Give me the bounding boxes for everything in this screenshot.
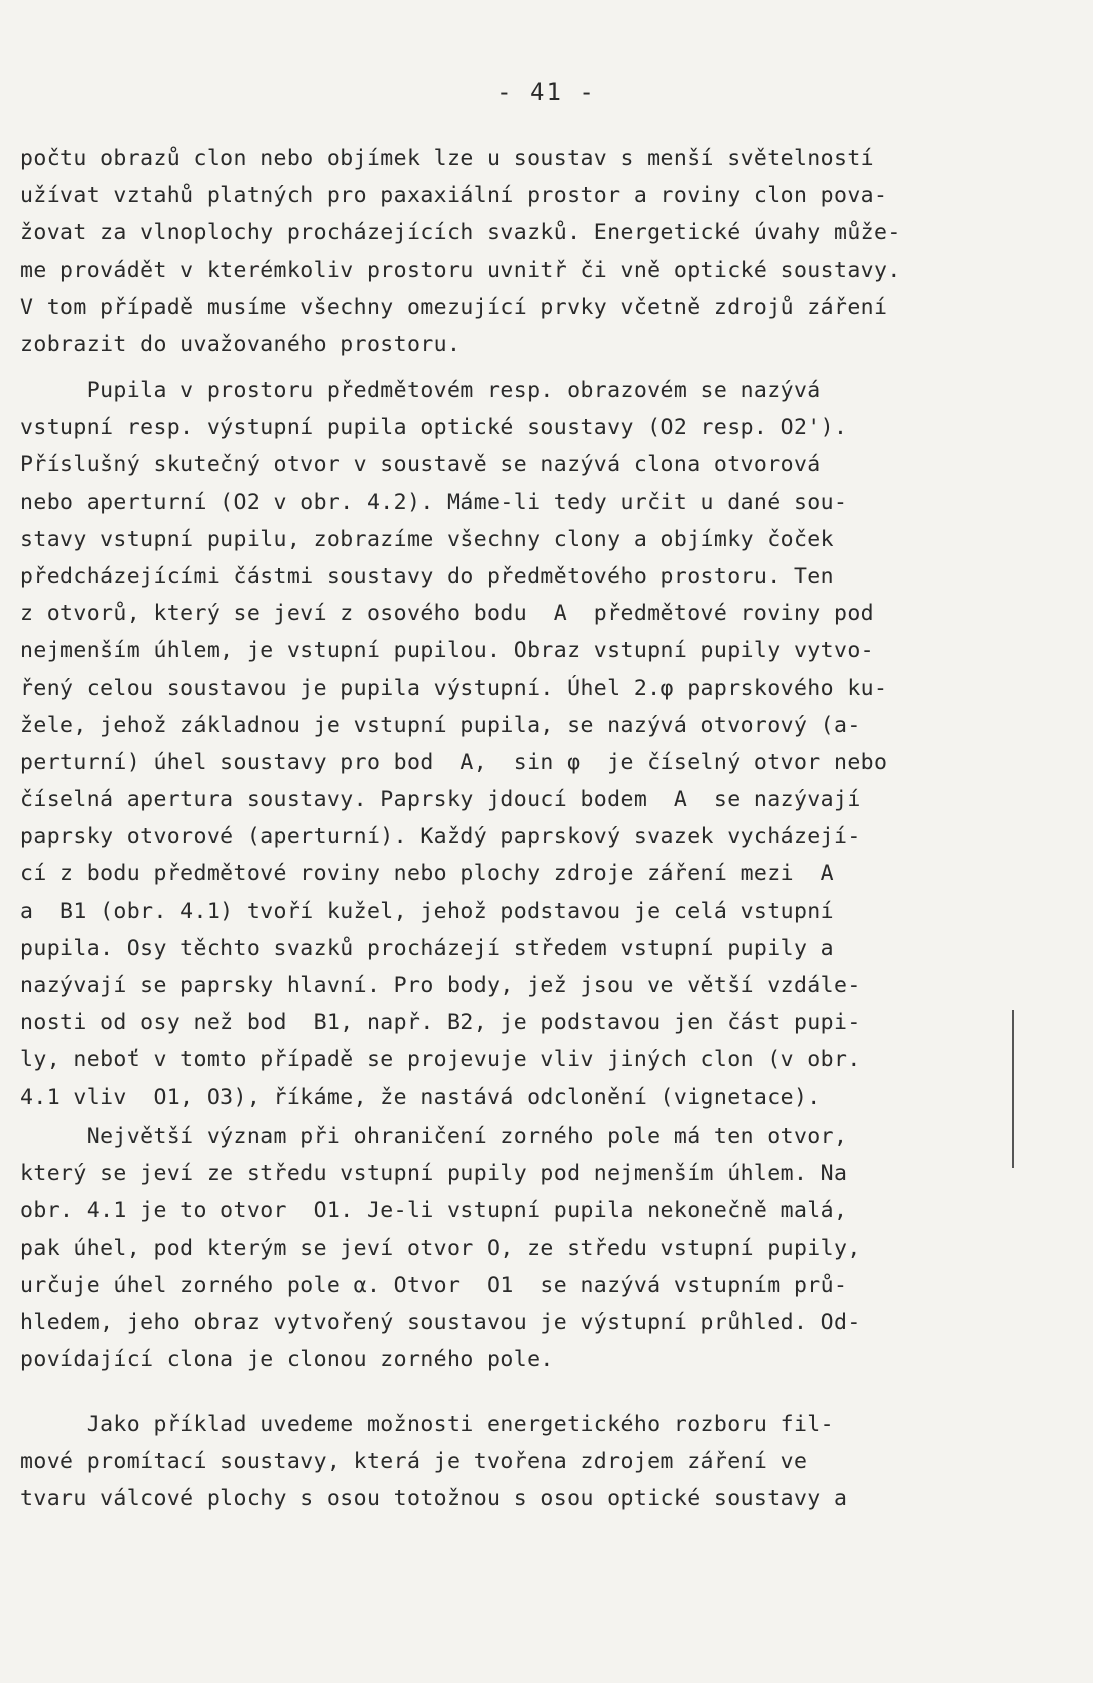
text-line: Pupila v prostoru předmětovém resp. obrazovém se nazývá [20, 378, 821, 403]
paragraph-2 [20, 372, 1030, 1116]
text-line: nazývají se paprsky hlavní. Pro body, jež jsou ve větší vzdále- [20, 973, 861, 998]
paragraph-3 [20, 1118, 1030, 1378]
paragraph-1 [20, 140, 1030, 363]
text-line: nebo aperturní (O2 v obr. 4.2). Máme-li tedy určit u dané sou- [20, 489, 848, 515]
text-line: Příslušný skutečný otvor v soustavě se nazývá clona otvorová [20, 452, 821, 478]
text-line: hledem, jeho obraz vytvořený soustavou je výstupní průhled. Od- [20, 1309, 861, 1335]
paragraph-4 [20, 1406, 1030, 1518]
text-line: me provádět v kterémkoliv prostoru uvnitř či vně optické soustavy. [20, 257, 901, 283]
text-line: který se jeví ze středu vstupní pupily pod nejmenším úhlem. Na [20, 1161, 848, 1187]
text-line: žovat za vlnoplochy procházejících svazků. Energetické úvahy může- [20, 220, 901, 246]
text-line: perturní) úhel soustavy pro bod A, sin φ je číselný otvor nebo [20, 749, 888, 775]
text-line: řený celou soustavou je pupila výstupní. Úhel 2.φ paprskového ku- [20, 675, 888, 701]
page-number: - 41 - [497, 78, 596, 106]
text-line: zobrazit do uvažovaného prostoru. [20, 331, 461, 357]
text-line: obr. 4.1 je to otvor O1. Je-li vstupní pupila nekonečně malá, [20, 1198, 848, 1224]
text-line: počtu obrazů clon nebo objímek lze u soustav s menší světelností [20, 146, 875, 171]
text-line: pak úhel, pod kterým se jeví otvor O, ze středu vstupní pupily, [20, 1235, 861, 1261]
text-line: užívat vztahů platných pro paxaxiální prostor a roviny clon pova- [20, 183, 888, 209]
text-line: předcházejícími částmi soustavy do předmětového prostoru. Ten [20, 563, 834, 589]
text-line: cí z bodu předmětové roviny nebo plochy zdroje záření mezi A [20, 861, 834, 887]
text-line: vstupní resp. výstupní pupila optické soustavy (O2 resp. O2'). [20, 415, 848, 441]
text-line: z otvorů, který se jeví z osového bodu A předmětové roviny pod [20, 601, 875, 627]
text-line: tvaru válcové plochy s osou totožnou s osou optické soustavy a [20, 1486, 848, 1512]
text-line: nejmenším úhlem, je vstupní pupilou. Obraz vstupní pupily vytvo- [20, 638, 875, 664]
text-line: číselná apertura soustavy. Paprsky jdoucí bodem A se nazývají [20, 787, 861, 813]
text-line: pupila. Osy těchto svazků procházejí středem vstupní pupily a [20, 935, 834, 961]
text-line: žele, jehož základnou je vstupní pupila, se nazývá otvorový (a- [20, 712, 861, 738]
text-line: mové promítací soustavy, která je tvořena zdrojem záření ve [20, 1449, 808, 1475]
margin-mark-line [1012, 1010, 1014, 1168]
text-line: povídající clona je clonou zorného pole. [20, 1347, 554, 1373]
text-line: nosti od osy než bod B1, např. B2, je podstavou jen část pupi- [20, 1010, 861, 1036]
text-line: Jako příklad uvedeme možnosti energetického rozboru fil- [20, 1412, 834, 1437]
text-line: stavy vstupní pupilu, zobrazíme všechny clony a objímky čoček [20, 526, 834, 552]
text-line: 4.1 vliv O1, O3), říkáme, že nastává odclonění (vignetace). [20, 1084, 821, 1110]
text-line: a B1 (obr. 4.1) tvoří kužel, jehož podstavou je celá vstupní [20, 898, 834, 924]
text-line: ly, neboť v tomto případě se projevuje vliv jiných clon (v obr. [20, 1047, 861, 1073]
text-line: Největší význam při ohraničení zorného pole má ten otvor, [20, 1124, 848, 1149]
text-line: paprsky otvorové (aperturní). Každý paprskový svazek vycházejí- [20, 824, 861, 850]
text-line: určuje úhel zorného pole α. Otvor O1 se nazývá vstupním prů- [20, 1272, 848, 1298]
text-line: V tom případě musíme všechny omezující prvky včetně zdrojů záření [20, 294, 888, 320]
